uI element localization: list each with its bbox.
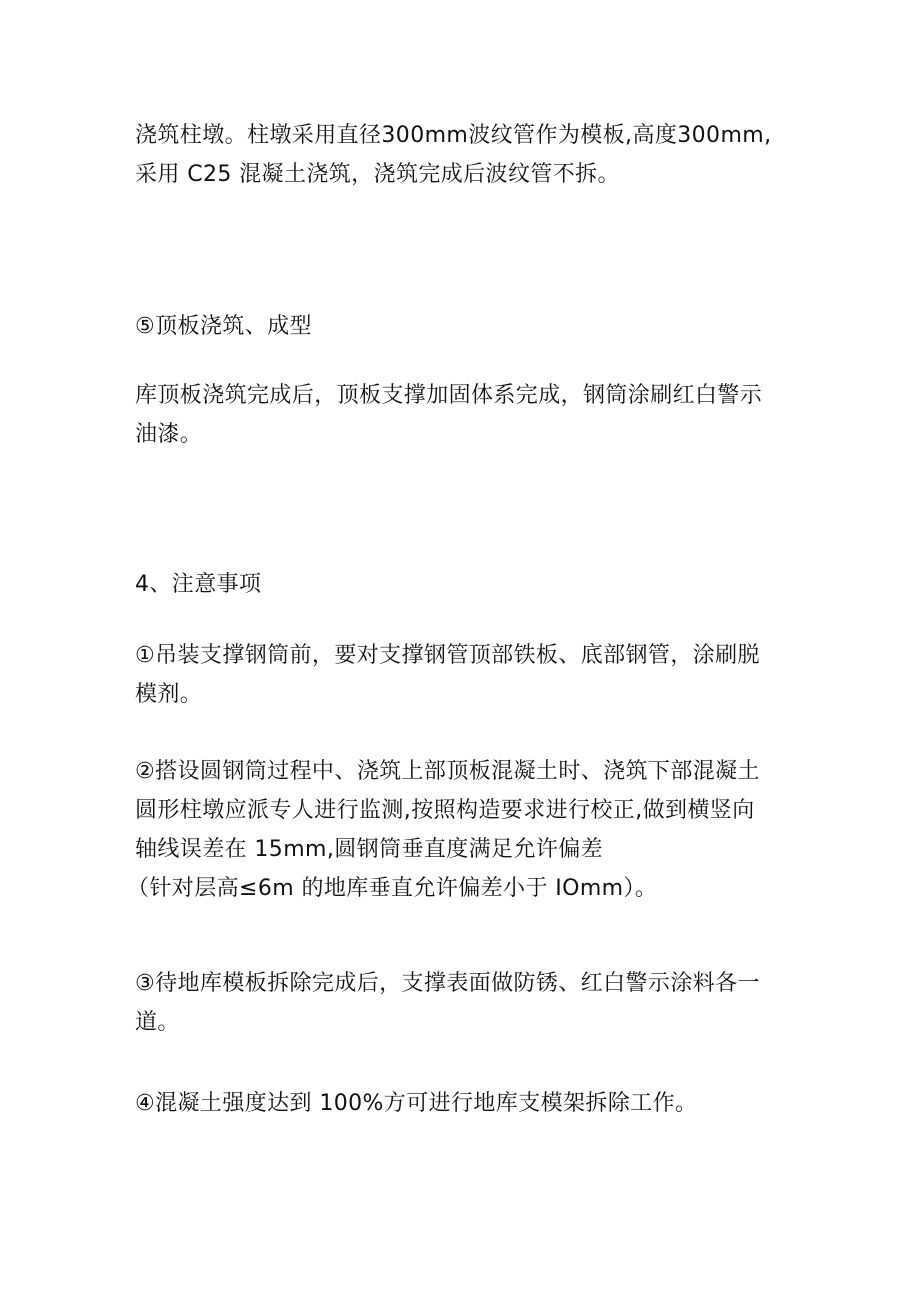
section-heading-roof-slab: ⑤顶板浇筑、成型 (135, 314, 312, 339)
text-line: 模剂。 (135, 682, 203, 707)
list-item-precaution-2 (127, 752, 795, 908)
text-line: 圆形柱墩应派专人进行监测,按照构造要求进行校正,做到横竖向 (135, 798, 755, 823)
list-item-precaution-4 (135, 1084, 795, 1123)
text-line: （针对层高≤6m 的地库垂直允许偏差小于 IOmm）。 (127, 876, 658, 901)
list-item-precaution-3 (135, 964, 795, 1042)
text-line: ①吊装支撑钢筒前，要对支撑钢管顶部铁板、底部钢管，涂刷脱 (135, 643, 760, 668)
text-line: 库顶板浇筑完成后，顶板支撑加固体系完成，钢筒涂刷红白警示 (135, 383, 763, 408)
text-line: 采用 C25 混凝土浇筑，浇筑完成后波纹管不拆。 (135, 162, 620, 187)
text-line: 浇筑柱墩。柱墩采用直径300mm波纹管作为模板,高度300mm, (135, 123, 772, 148)
text-line: ②搭设圆钢筒过程中、浇筑上部顶板混凝土时、浇筑下部混凝土 (135, 759, 760, 784)
paragraph-roof-slab (135, 376, 795, 454)
list-item-precaution-1 (135, 636, 795, 714)
text-line: ④混凝土强度达到 100%方可进行地库支模架拆除工作。 (135, 1091, 698, 1116)
text-line: 油漆。 (135, 422, 203, 447)
section-heading-precautions: 4、注意事项 (135, 572, 262, 597)
paragraph-column-pier (135, 116, 795, 194)
text-line: 轴线误差在 15mm,圆钢筒垂直度满足允许偏差 (135, 837, 604, 862)
text-line: 道。 (135, 1010, 180, 1035)
text-line: ③待地库模板拆除完成后，支撑表面做防锈、红白警示涂料各一 (135, 971, 760, 996)
